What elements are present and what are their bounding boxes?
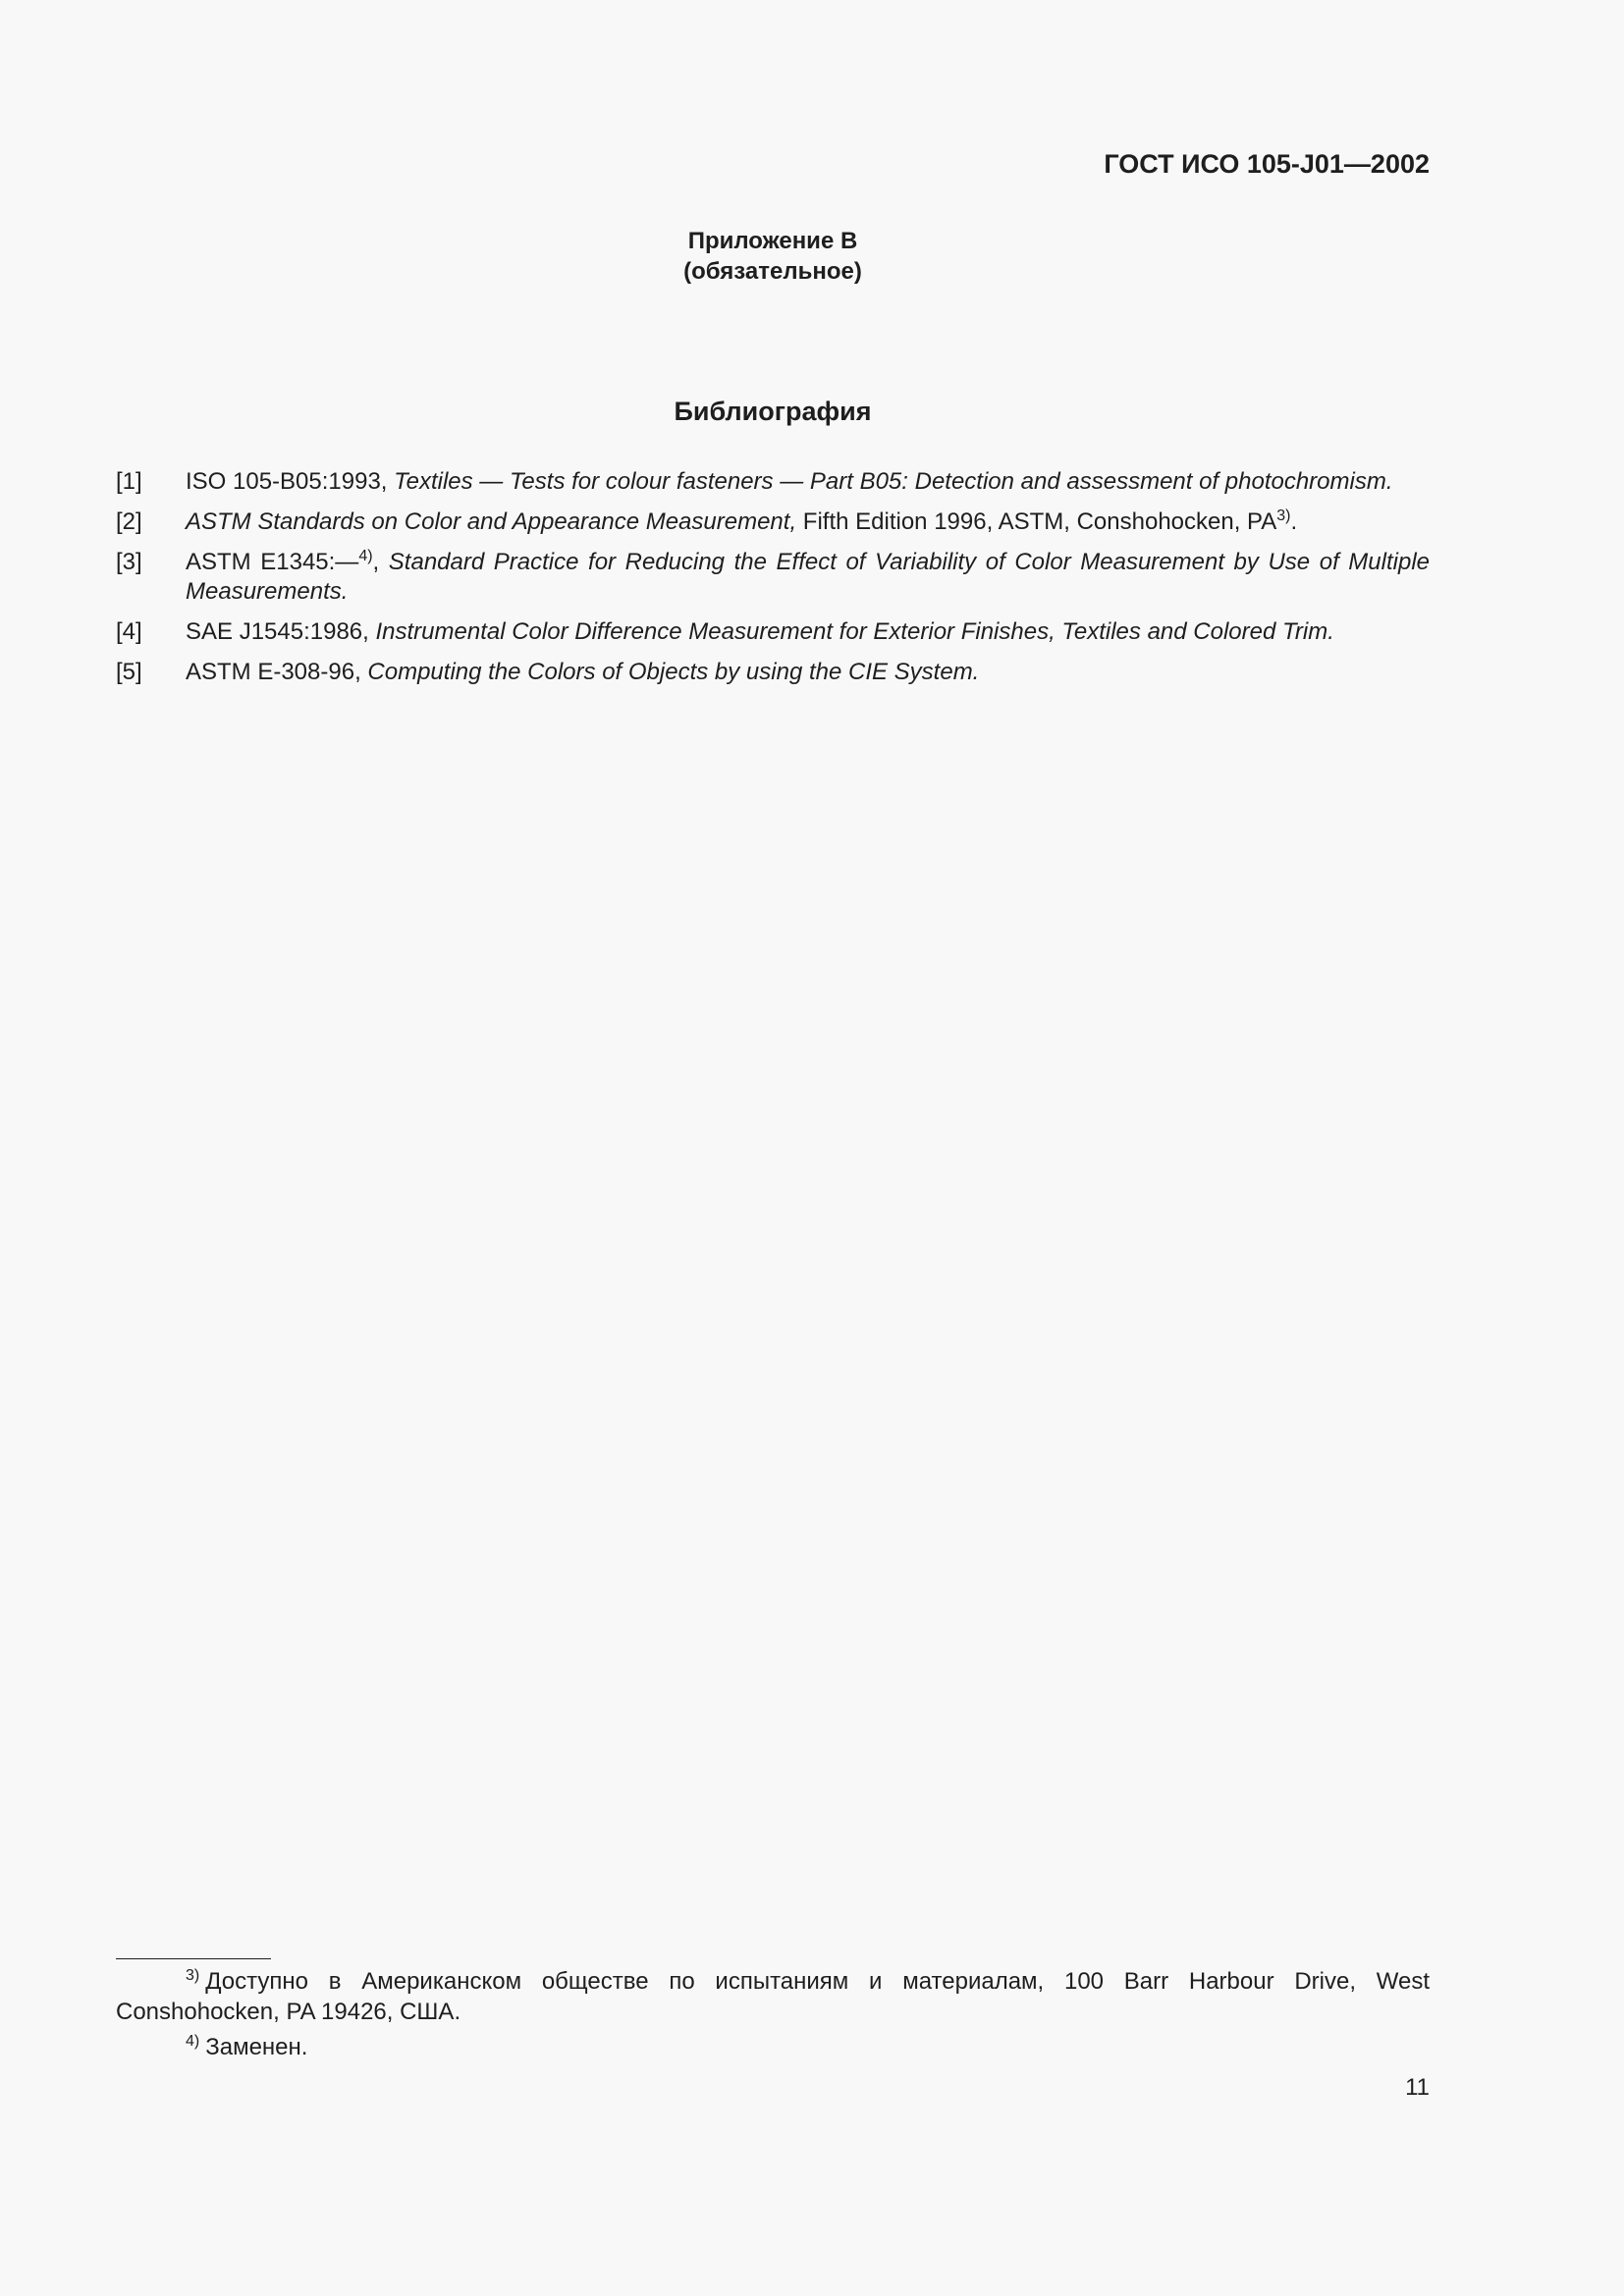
footnote-reference: 4)	[358, 548, 373, 564]
footnote-mark: 3)	[186, 1967, 200, 1984]
reference-designation: ISO 105-B05:1993,	[186, 468, 395, 495]
reference-number: [2]	[116, 508, 142, 535]
reference-text	[186, 658, 1430, 687]
reference-title: Standard Practice for Reducing the Effect of Variability of Color Measurement by Use of Multiple Measurements.	[186, 549, 1431, 605]
page-number: 11	[1405, 2074, 1430, 2101]
footnote-text: Доступно в Американском обществе по испытаниям и материалам, 100 Barr Harbour Drive, West	[205, 1968, 1430, 1995]
bibliography-item	[116, 658, 1430, 687]
footnote-line	[116, 1966, 1430, 1997]
reference-title: Computing the Colors of Objects by using the CIE System.	[367, 659, 980, 685]
reference-number: [1]	[116, 468, 142, 495]
footnote-text: Заменен.	[205, 2034, 308, 2060]
bibliography-list	[116, 467, 1430, 698]
reference-number: [5]	[116, 659, 142, 685]
footnotes	[116, 1966, 1430, 2062]
annex-title: Приложение В	[687, 228, 858, 254]
bibliography-title: Библиография	[674, 397, 872, 426]
annex-status: (обязательное)	[683, 258, 862, 285]
footnote-mark: 4)	[186, 2033, 200, 2050]
reference-punctuation: ,	[372, 549, 389, 575]
reference-title: Textiles — Tests for colour fasteners — Part B05: Detection and assessment of photochromism.	[394, 468, 1393, 495]
reference-text	[186, 548, 1430, 607]
footnote-line	[116, 2032, 1430, 2062]
bibliography-item	[116, 548, 1430, 607]
reference-designation: ASTM E-308-96,	[186, 659, 368, 685]
reference-title: Instrumental Color Difference Measurement for Exterior Finishes, Textiles and Colored Trim.	[375, 618, 1334, 645]
footnote	[116, 2032, 1430, 2062]
reference-publisher: Fifth Edition 1996, ASTM, Conshohocken, PA	[796, 508, 1277, 535]
reference-text	[186, 507, 1430, 537]
reference-number: [3]	[116, 549, 142, 575]
footnote-reference: 3)	[1276, 507, 1291, 524]
bibliography-item	[116, 617, 1430, 647]
footnote	[116, 1966, 1430, 2027]
reference-text	[186, 617, 1430, 647]
reference-title: ASTM Standards on Color and Appearance Measurement,	[186, 508, 797, 535]
reference-number: [4]	[116, 618, 142, 645]
document-code-header: ГОСТ ИСО 105-J01—2002	[1104, 149, 1430, 179]
reference-designation: SAE J1545:1986,	[186, 618, 376, 645]
footnote-line: Conshohocken, PA 19426, США.	[116, 1999, 461, 2025]
reference-text	[186, 467, 1430, 497]
bibliography-item	[116, 467, 1430, 497]
footnote-separator	[116, 1958, 271, 1959]
annex-heading	[116, 226, 1430, 287]
reference-designation: ASTM E1345:—	[186, 549, 359, 575]
bibliography-item	[116, 507, 1430, 537]
reference-punctuation: .	[1290, 508, 1298, 535]
